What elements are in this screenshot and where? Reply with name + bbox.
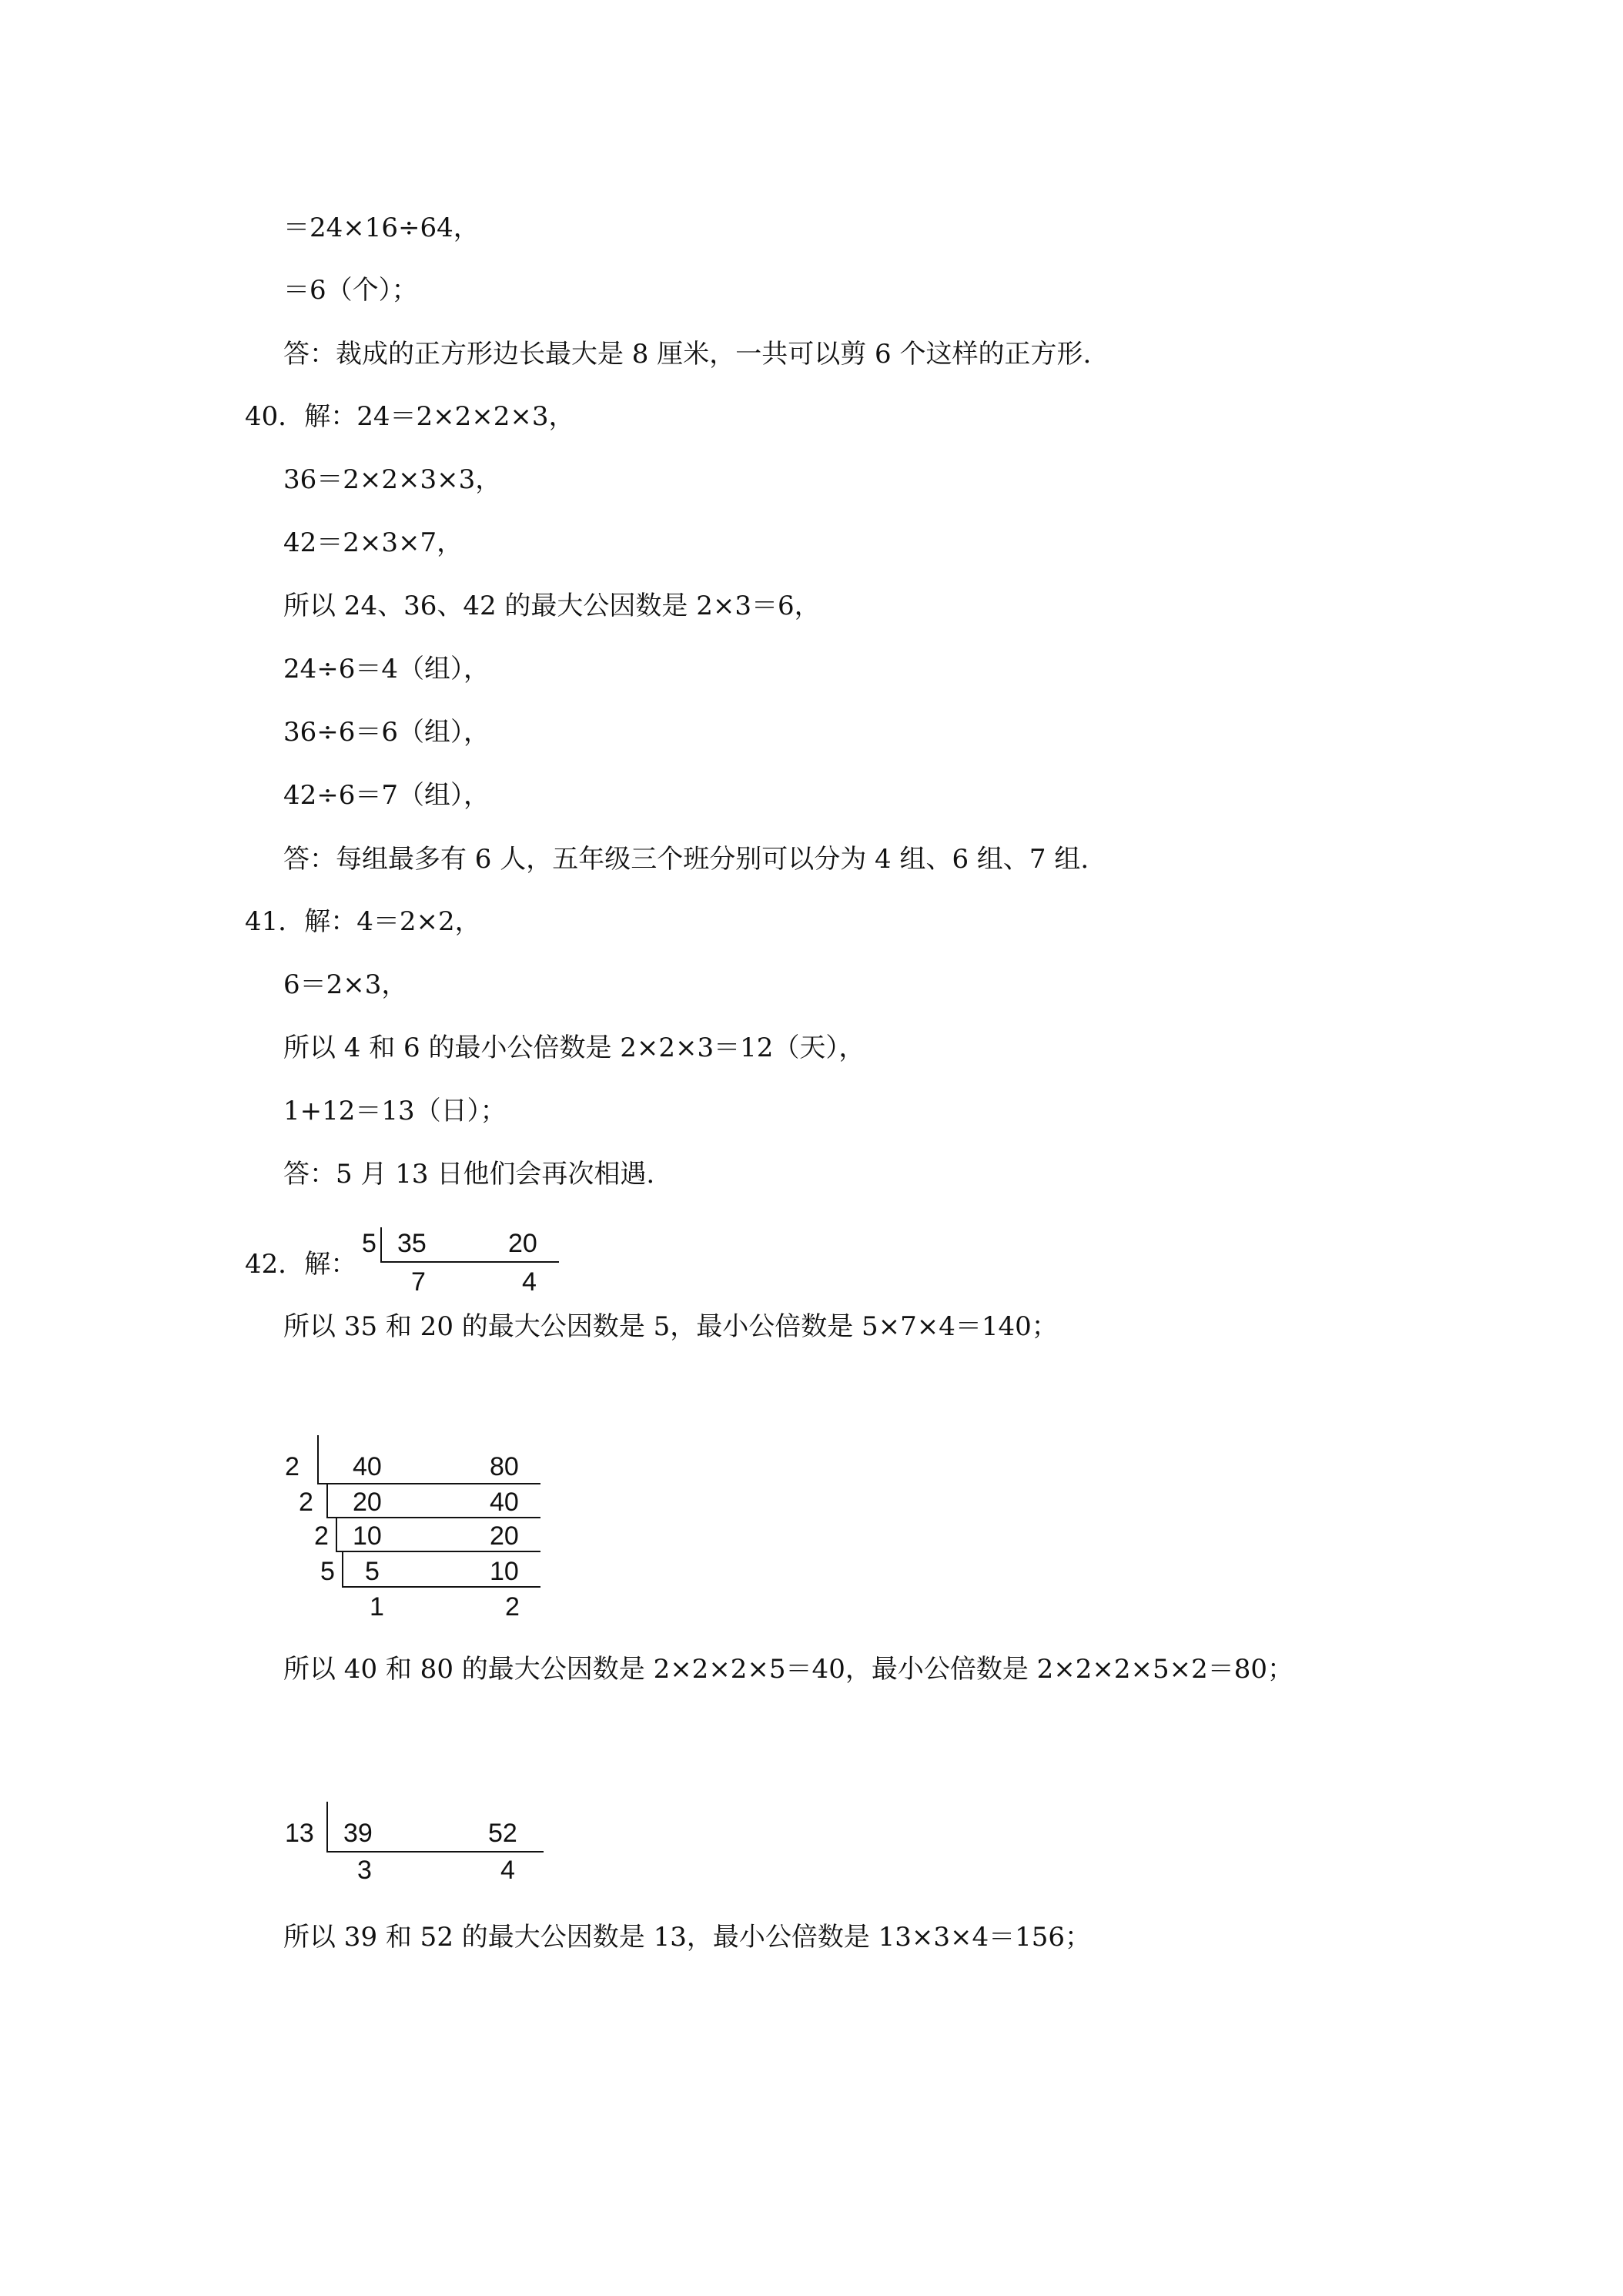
q41-line-3: 所以 4 和 6 的最小公倍数是 2×2×3＝12（天），: [283, 1033, 865, 1063]
q40-line-7: 42÷6＝7（组），: [283, 780, 490, 811]
ladder3-divisor: 13: [285, 1819, 314, 1848]
ladder3-quotient-a: 3: [357, 1856, 372, 1885]
q42-head: 42．解：: [245, 1249, 357, 1280]
ladder2-b2: 40: [490, 1488, 519, 1517]
q40-head: 40．解：24＝2×2×2×3，: [245, 401, 575, 432]
ladder2-b1: 80: [490, 1452, 519, 1481]
ladder2-a2: 20: [353, 1488, 382, 1517]
q40-line-2: 36＝2×2×3×3，: [283, 464, 502, 495]
ladder1-quotient-a: 7: [411, 1267, 426, 1297]
ladder2-vline-2: [326, 1483, 328, 1518]
ladder2-hline-3: [336, 1551, 540, 1552]
q40-answer: 答：每组最多有 6 人，五年级三个班分别可以分为 4 组、6 组、7 组.: [283, 844, 1089, 875]
ladder3-horizontal-line: [326, 1851, 544, 1853]
ladder3-a: 39: [343, 1819, 373, 1848]
ladder1-a: 35: [397, 1229, 427, 1258]
q42-result-1: 所以 35 和 20 的最大公因数是 5，最小公倍数是 5×7×4＝140；: [283, 1311, 1058, 1342]
q42-result-2: 所以 40 和 80 的最大公因数是 2×2×2×5＝40，最小公倍数是 2×2×2×5×2＝80；: [283, 1654, 1294, 1685]
q40-line-4: 所以 24、36、42 的最大公因数是 2×3＝6，: [283, 591, 821, 621]
ladder2-divisor-4: 5: [320, 1557, 335, 1586]
ladder2-vline-1: [317, 1435, 319, 1484]
ladder2-vline-4: [342, 1551, 343, 1588]
ladder3-quotient-b: 4: [500, 1856, 515, 1885]
ladder1-quotient-b: 4: [522, 1267, 537, 1297]
q41-line-2: 6＝2×3，: [283, 969, 408, 1000]
q41-line-4: 1+12＝13（日）；: [283, 1096, 507, 1126]
line-calc-2: ＝6（个）；: [283, 275, 418, 306]
answer-39: 答：裁成的正方形边长最大是 8 厘米，一共可以剪 6 个这样的正方形.: [283, 339, 1092, 370]
ladder2-a3: 10: [353, 1521, 382, 1551]
ladder2-b4: 10: [490, 1557, 519, 1586]
ladder2-hline-4: [342, 1586, 540, 1588]
ladder2-quotient-b: 2: [505, 1592, 520, 1622]
ladder2-hline-2: [326, 1517, 540, 1518]
ladder2-hline-1: [317, 1483, 540, 1484]
ladder2-b3: 20: [490, 1521, 519, 1551]
ladder2-a4: 5: [365, 1557, 380, 1586]
ladder3-b: 52: [488, 1819, 517, 1848]
ladder1-b: 20: [508, 1229, 537, 1258]
ladder2-a1: 40: [353, 1452, 382, 1481]
ladder3-vertical-line: [326, 1802, 328, 1853]
q41-head: 41．解：4＝2×2，: [245, 906, 481, 937]
line-calc-1: ＝24×16÷64，: [283, 213, 480, 243]
q40-line-5: 24÷6＝4（组），: [283, 654, 490, 684]
ladder1-divisor: 5: [362, 1229, 376, 1258]
ladder2-vline-3: [336, 1517, 337, 1552]
ladder1-horizontal-line: [380, 1261, 559, 1263]
ladder2-divisor-2: 2: [299, 1488, 313, 1517]
ladder1-vertical-line: [380, 1227, 382, 1263]
ladder2-quotient-a: 1: [370, 1592, 384, 1622]
q41-answer: 答：5 月 13 日他们会再次相遇.: [283, 1159, 655, 1190]
ladder2-divisor-3: 2: [314, 1521, 329, 1551]
q40-line-3: 42＝2×3×7，: [283, 527, 463, 558]
q42-result-3: 所以 39 和 52 的最大公因数是 13，最小公倍数是 13×3×4＝156；: [283, 1922, 1092, 1953]
ladder2-divisor-1: 2: [285, 1452, 300, 1481]
q40-line-6: 36÷6＝6（组），: [283, 717, 490, 748]
